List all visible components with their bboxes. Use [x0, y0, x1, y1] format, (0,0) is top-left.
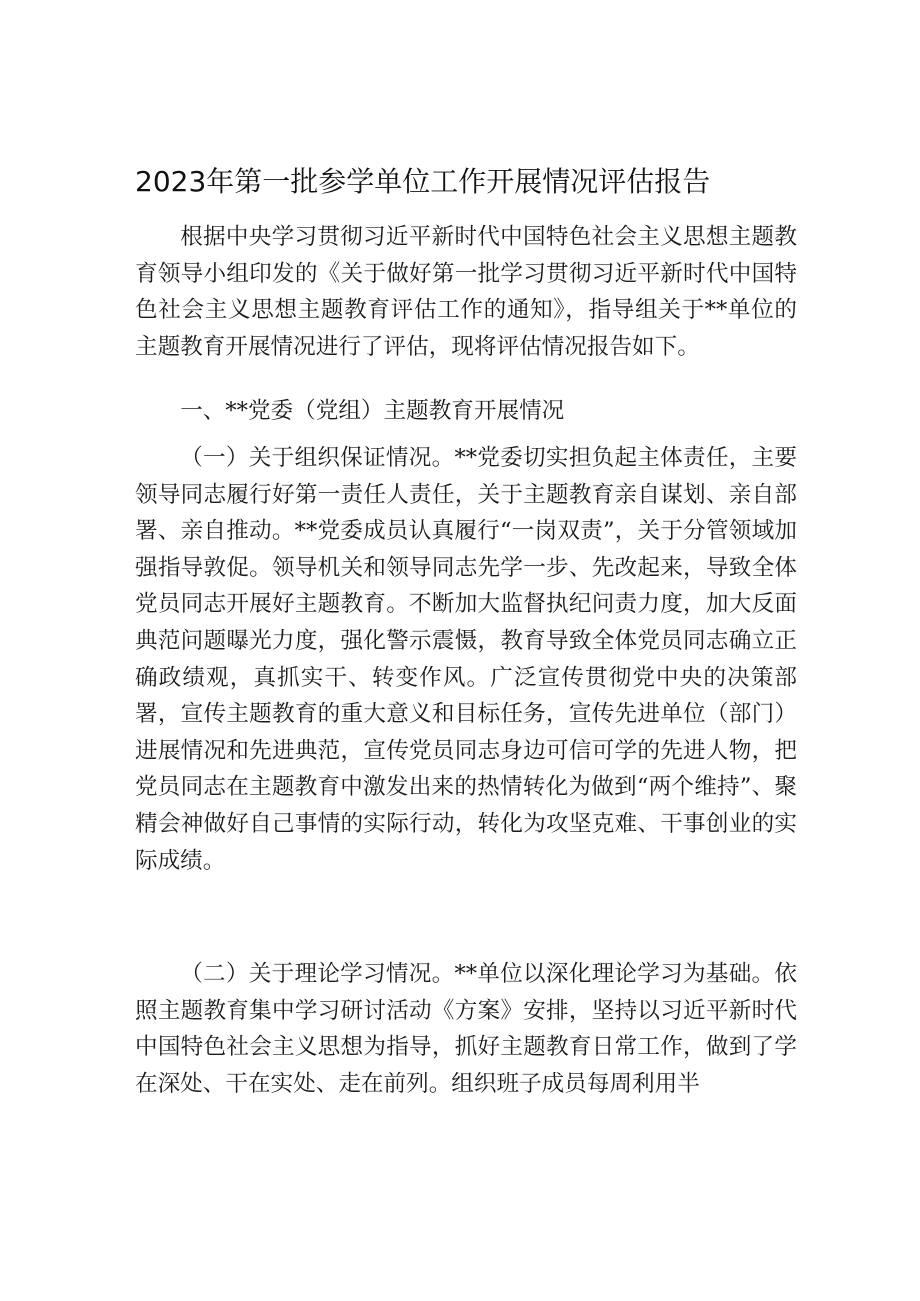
- section-2-paragraph: （二）关于理论学习情况。**单位以深化理论学习为基础。依照主题教育集中学习研讨活动《方案》安排，坚持以习近平新时代中国特色社会主义思想为指导，抓好主题教育日常工作，做到了学在深处、干在实处、走在前列。组织班子成员每周利用半: [135, 961, 797, 1097]
- section-heading-1: 一、**党委（党组）主题教育开展情况: [180, 398, 565, 424]
- document-title: 2023年第一批参学单位工作开展情况评估报告: [135, 165, 711, 198]
- intro-paragraph: 根据中央学习贯彻习近平新时代中国特色社会主义思想主题教育领导小组印发的《关于做好第一批学习贯彻习近平新时代中国特色社会主义思想主题教育评估工作的通知》，指导组关于**单位的主题教育开展情况进行了评估，现将评估情况报告如下。: [135, 224, 797, 360]
- section-1-paragraph: （一）关于组织保证情况。**党委切实担负起主体责任，主要领导同志履行好第一责任人责任，关于主题教育亲自谋划、亲自部署、亲自推动。**党委成员认真履行“一岗双责”，关于分管领域加强指导敦促。领导机关和领导同志先学一步、先改起来，导致全体党员同志开展好主题教育。不断加大监督执纪问责力度，加大反面典范问题曝光力度，强化警示震慑，教育导致全体党员同志确立正确政绩观，真抓实干、转变作风。广泛宣传贯彻党中央的决策部署，宣传主题教育的重大意义和目标任务，宣传先进单位（部门）进展情况和先进典范，宣传党员同志身边可信可学的先进人物，把党员同志在主题教育中激发出来的热情转化为做到“两个维持”、聚精会神做好自己事情的实际行动，转化为攻坚克难、干事创业的实际成绩。: [135, 445, 797, 874]
